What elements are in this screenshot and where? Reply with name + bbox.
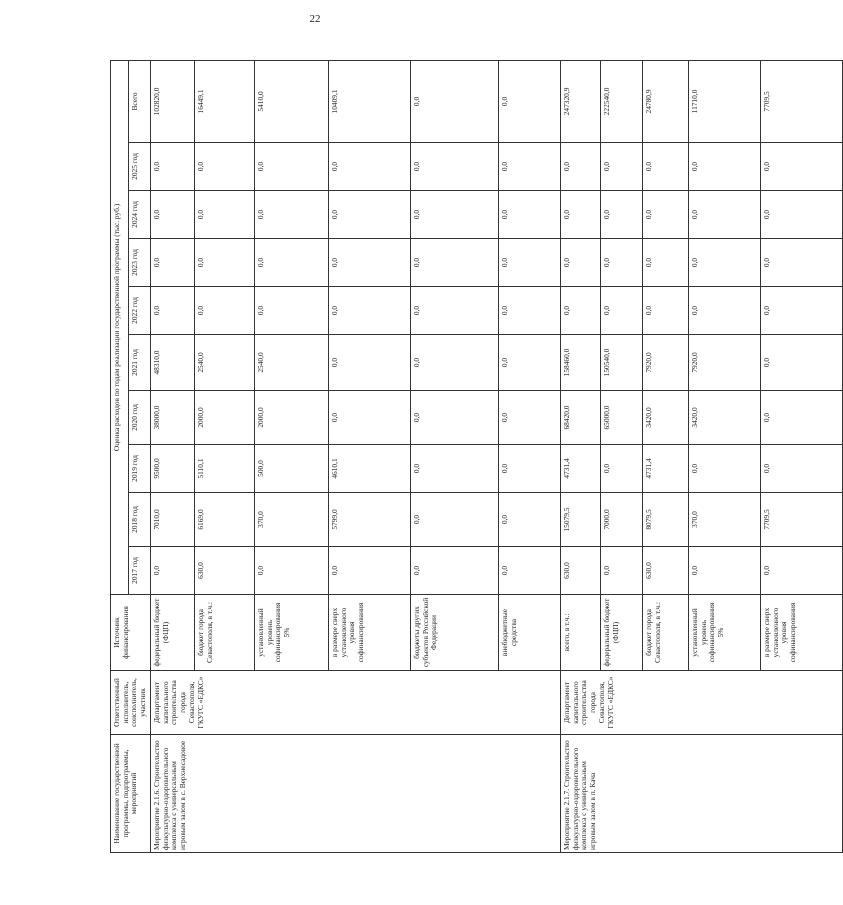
funding-source: всего, в т.ч.:	[560, 595, 600, 671]
funding-source: бюджет города Севастополя, в т.ч.:	[642, 595, 688, 671]
year-value: 0,0	[688, 287, 760, 335]
budget-table	[110, 60, 843, 853]
header-year: 2021 год	[129, 335, 151, 391]
year-value: 7010,0	[150, 493, 194, 547]
year-value: 9500,0	[150, 445, 194, 493]
year-value: 0,0	[760, 335, 842, 391]
year-value: 0,0	[560, 287, 600, 335]
total-value: 0,0	[410, 60, 498, 142]
year-value: 0,0	[254, 143, 328, 191]
header-year: 2017 год	[129, 547, 151, 595]
year-value: 0,0	[328, 287, 410, 335]
year-value: 4731,4	[642, 445, 688, 493]
year-value: 0,0	[760, 391, 842, 445]
year-value: 0,0	[150, 547, 194, 595]
year-value: 0,0	[560, 239, 600, 287]
year-value: 2540,0	[254, 335, 328, 391]
header-year: 2024 год	[129, 191, 151, 239]
header-estimate-title: Оценка расходов по годам реализации государственной программы (тыс. руб.)	[111, 60, 129, 594]
year-value: 0,0	[498, 391, 560, 445]
year-value: 0,0	[254, 287, 328, 335]
year-value: 630,0	[194, 547, 254, 595]
activity-name: Мероприятие 2.1.7. Строительство физкультурно-оздоровительного комплекса с универсальным игровым залом в п. Кача	[560, 735, 842, 853]
year-value: 0,0	[642, 239, 688, 287]
funding-source: внебюджетные средства	[498, 595, 560, 671]
year-value: 0,0	[642, 287, 688, 335]
year-value: 0,0	[410, 445, 498, 493]
year-value: 7920,0	[642, 335, 688, 391]
year-value: 2000,0	[194, 391, 254, 445]
year-value: 0,0	[254, 239, 328, 287]
header-year: Всего	[129, 60, 151, 142]
year-value: 0,0	[498, 191, 560, 239]
year-value: 630,0	[560, 547, 600, 595]
year-value: 5110,1	[194, 445, 254, 493]
rotated-table-container	[110, 61, 798, 853]
year-value: 370,0	[688, 493, 760, 547]
year-value: 4610,1	[328, 445, 410, 493]
page-number: 22	[309, 13, 321, 25]
year-value: 0,0	[760, 191, 842, 239]
activity-responsible: Департамент капитального строительства города Севастополя, ГКУГС «ЕДКС»	[150, 671, 560, 735]
year-value: 0,0	[600, 143, 642, 191]
year-value: 0,0	[410, 391, 498, 445]
total-value: 222540,0	[600, 60, 642, 142]
year-value: 0,0	[150, 191, 194, 239]
header-year: 2022 год	[129, 287, 151, 335]
year-value: 0,0	[328, 143, 410, 191]
year-value: 0,0	[328, 391, 410, 445]
year-value: 500,0	[254, 445, 328, 493]
total-value: 247320,9	[560, 60, 600, 142]
year-value: 38000,0	[150, 391, 194, 445]
year-value: 7920,0	[688, 335, 760, 391]
year-value: 0,0	[688, 547, 760, 595]
year-value: 0,0	[760, 445, 842, 493]
funding-source: в размере сверх установленного уровня софинансирования	[328, 595, 410, 671]
year-value: 0,0	[150, 143, 194, 191]
year-value: 0,0	[410, 191, 498, 239]
year-value: 65000,0	[600, 391, 642, 445]
year-value: 0,0	[760, 239, 842, 287]
year-value: 0,0	[760, 143, 842, 191]
year-value: 2000,0	[254, 391, 328, 445]
year-value: 0,0	[760, 547, 842, 595]
funding-source: бюджеты других субъектов Российской Федерации	[410, 595, 498, 671]
header-year: 2018 год	[129, 493, 151, 547]
year-value: 0,0	[642, 191, 688, 239]
year-value: 0,0	[254, 547, 328, 595]
year-value: 4731,4	[560, 445, 600, 493]
year-value: 5799,0	[328, 493, 410, 547]
year-value: 3420,0	[642, 391, 688, 445]
year-value: 68420,0	[560, 391, 600, 445]
table-row	[150, 60, 194, 852]
year-value: 0,0	[600, 239, 642, 287]
year-value: 0,0	[328, 547, 410, 595]
activity-name: Мероприятие 2.1.6. Строительство физкультурно-оздоровительного комплекса с универсальным игровым залом в с. Верхнесадовое	[150, 735, 560, 853]
funding-source: федеральный бюджет (ФЦП)	[150, 595, 194, 671]
year-value: 0,0	[194, 287, 254, 335]
year-value: 0,0	[410, 239, 498, 287]
funding-source: федеральный бюджет (ФЦП)	[600, 595, 642, 671]
year-value: 0,0	[688, 143, 760, 191]
year-value: 0,0	[760, 287, 842, 335]
header-source: Источник финансирования	[111, 595, 151, 671]
year-value: 0,0	[600, 191, 642, 239]
total-value: 0,0	[498, 60, 560, 142]
total-value: 24780,9	[642, 60, 688, 142]
year-value: 150540,0	[600, 335, 642, 391]
year-value: 0,0	[600, 445, 642, 493]
total-value: 102820,0	[150, 60, 194, 142]
year-value: 8079,5	[642, 493, 688, 547]
year-value: 0,0	[410, 547, 498, 595]
year-value: 0,0	[194, 143, 254, 191]
year-value: 7000,0	[600, 493, 642, 547]
year-value: 0,0	[150, 239, 194, 287]
funding-source: бюджет города Севастополя, в т.ч.:	[194, 595, 254, 671]
year-value: 370,0	[254, 493, 328, 547]
year-value: 0,0	[498, 547, 560, 595]
year-value: 0,0	[642, 143, 688, 191]
funding-source: установленный уровень софинансирования 5%	[254, 595, 328, 671]
year-value: 0,0	[560, 143, 600, 191]
year-value: 15079,5	[560, 493, 600, 547]
table-row	[560, 60, 600, 852]
year-value: 0,0	[498, 239, 560, 287]
year-value: 0,0	[410, 287, 498, 335]
header-name: Наименование государственной программы, подпрограммы, мероприятий	[111, 735, 151, 853]
header-year: 2023 год	[129, 239, 151, 287]
total-value: 7709,5	[760, 60, 842, 142]
year-value: 0,0	[328, 335, 410, 391]
year-value: 0,0	[600, 547, 642, 595]
year-value: 0,0	[498, 335, 560, 391]
year-value: 0,0	[498, 287, 560, 335]
year-value: 158460,0	[560, 335, 600, 391]
year-value: 0,0	[150, 287, 194, 335]
year-value: 0,0	[498, 143, 560, 191]
funding-source: установленный уровень софинансирования 5%	[688, 595, 760, 671]
header-responsible: Ответственный исполнитель, соисполнитель, участник	[111, 671, 151, 735]
header-year: 2025 год	[129, 143, 151, 191]
header-year: 2019 год	[129, 445, 151, 493]
year-value: 0,0	[328, 239, 410, 287]
total-value: 5410,0	[254, 60, 328, 142]
year-value: 7709,5	[760, 493, 842, 547]
year-value: 0,0	[410, 335, 498, 391]
year-value: 0,0	[688, 239, 760, 287]
year-value: 6169,0	[194, 493, 254, 547]
year-value: 0,0	[688, 191, 760, 239]
year-value: 0,0	[328, 191, 410, 239]
activity-responsible: Департамент капитального строительства города Севастополя, ГКУГС «ЕДКС»	[560, 671, 842, 735]
year-value: 2540,0	[194, 335, 254, 391]
year-value: 0,0	[254, 191, 328, 239]
total-value: 16449,1	[194, 60, 254, 142]
year-value: 0,0	[194, 191, 254, 239]
year-value: 630,0	[642, 547, 688, 595]
header-year: 2020 год	[129, 391, 151, 445]
funding-source: в размере сверх установленного уровня софинансирования	[760, 595, 842, 671]
total-value: 10409,1	[328, 60, 410, 142]
year-value: 0,0	[600, 287, 642, 335]
year-value: 3420,0	[688, 391, 760, 445]
year-value: 0,0	[498, 493, 560, 547]
year-value: 0,0	[560, 191, 600, 239]
year-value: 0,0	[410, 143, 498, 191]
year-value: 48310,0	[150, 335, 194, 391]
total-value: 11710,0	[688, 60, 760, 142]
year-value: 0,0	[688, 445, 760, 493]
year-value: 0,0	[410, 493, 498, 547]
year-value: 0,0	[194, 239, 254, 287]
year-value: 0,0	[498, 445, 560, 493]
